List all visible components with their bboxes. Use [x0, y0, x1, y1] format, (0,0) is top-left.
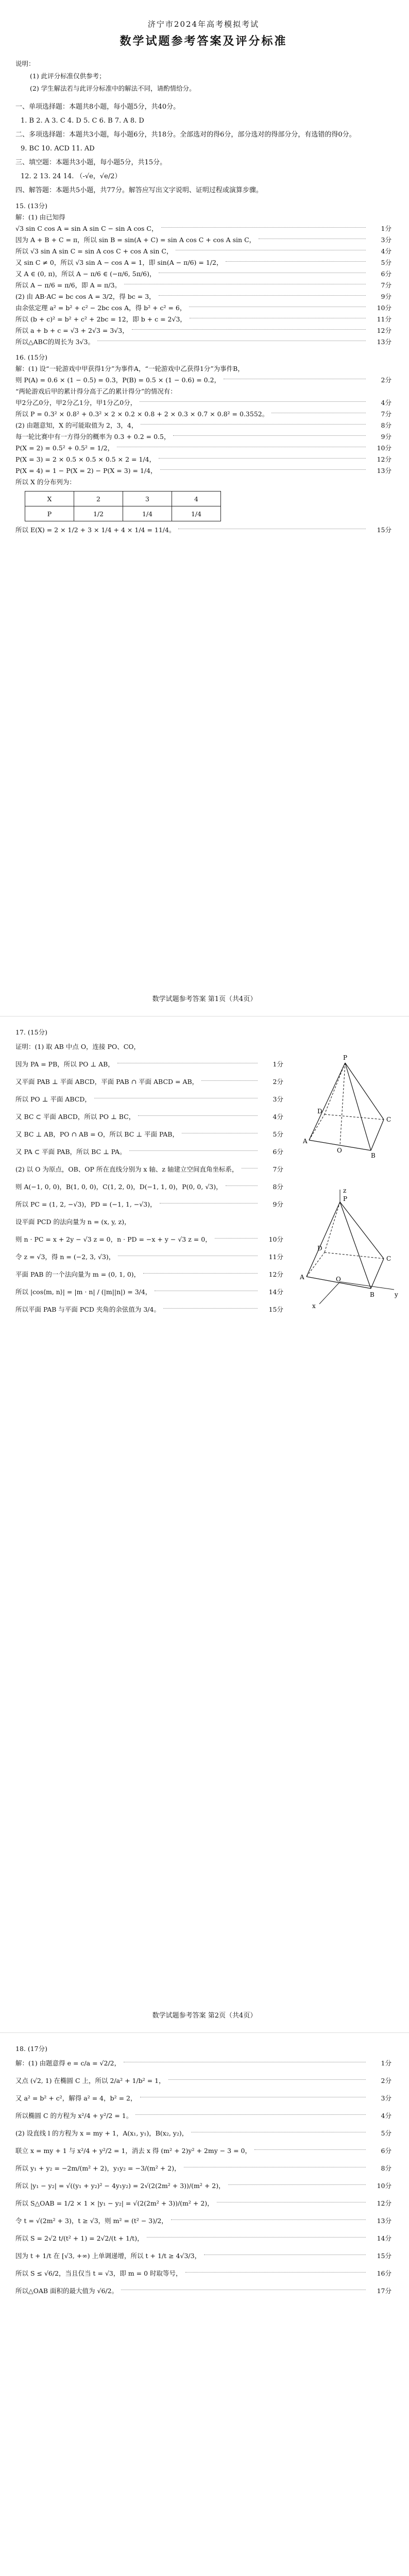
solution-text: 所以 (b + c)² = b² + c² + 2bc = 12，即 b + c = 2√3，: [15, 315, 186, 323]
solution-text: 因为 t + 1/t 在 [√3, +∞) 上单调递增，所以 t + 1/t ≥ 4√3/3，: [15, 2252, 201, 2260]
score-points: 6分: [381, 270, 391, 278]
leader-dots: [160, 469, 366, 470]
score-points: 12分: [377, 455, 391, 463]
leader-dots: [182, 1132, 258, 1133]
score-points: 3分: [272, 1095, 283, 1103]
solution-text: 所以 PC = (1, 2, −√3)，PD = (−1, 1, −√3)，: [15, 1200, 157, 1208]
leader-dots: [143, 1273, 258, 1274]
score-points: 4分: [381, 247, 391, 255]
q16-title: 16. (15分): [15, 353, 48, 361]
score-points: 2分: [272, 1078, 283, 1086]
leader-dots: [117, 446, 366, 447]
solution-text: 所以△OAB 面积的最大值为 √6/2。: [15, 2287, 118, 2295]
table-row: [25, 492, 221, 506]
score-points: 14分: [377, 2234, 391, 2242]
leader-dots: [184, 2166, 366, 2167]
leader-dots: [271, 412, 366, 413]
score-points: 4分: [381, 399, 391, 406]
leader-dots: [185, 2272, 366, 2273]
solution-text: 证明：(1) 取 AB 中点 O，连接 PO、CO，: [15, 1043, 141, 1050]
score-points: 7分: [272, 1165, 283, 1173]
score-points: 5分: [381, 2129, 391, 2137]
leader-dots: [215, 1238, 258, 1239]
page-2: [0, 1016, 409, 2033]
q16-expectation-line: [15, 524, 391, 536]
leader-dots: [161, 227, 366, 228]
section-1-heading: 一、单项选择题：本题共8小题，每小题5分，共40分。: [15, 103, 180, 111]
score-points: 3分: [381, 236, 391, 244]
solution-text: 所以 |cos⟨m, n⟩| = |m · n| / (|m||n|) = 3/4，: [15, 1288, 152, 1296]
score-points: 12分: [268, 1270, 283, 1278]
leader-dots: [118, 1255, 258, 1256]
score-points: 6分: [272, 1148, 283, 1156]
leader-dots: [224, 378, 366, 379]
score-points: 3分: [381, 2094, 391, 2102]
pyramid-figure-1: [294, 1053, 397, 1166]
note-item: (1) 此评分标准仅供参考；: [30, 72, 106, 80]
q18-solution-lines: [15, 2055, 391, 2300]
score-points: 10分: [377, 444, 391, 452]
solution-text: √3 sin C cos A = sin A sin C − sin A cos C，: [15, 225, 158, 232]
table-cell: 1/2: [74, 506, 123, 521]
solution-text: 所以 S ≤ √6/2，当且仅当 t = √3，即 m = 0 时取等号，: [15, 2269, 182, 2277]
leader-dots: [160, 1202, 258, 1204]
solution-line: [15, 2055, 391, 2072]
label-D: D: [317, 1108, 322, 1115]
solution-line: [15, 291, 391, 302]
label-P: P: [343, 1195, 348, 1202]
solution-text: 所以 X 的分布列为：: [15, 478, 76, 486]
leader-dots: [121, 2289, 366, 2290]
leader-dots: [159, 457, 366, 459]
solution-text: 所以 A − π/6 = π/6，即 A = π/3。: [15, 281, 121, 289]
label-P: P: [343, 1054, 348, 1061]
leader-dots: [124, 283, 366, 284]
table-cell: 3: [123, 492, 172, 506]
solution-text: 设平面 PCD 的法向量为 n = (x, y, z)，: [15, 1218, 131, 1226]
solution-line: [15, 336, 391, 348]
solution-line: [15, 1038, 283, 1056]
solution-text: “两轮游戏后甲的累计得分高于乙的累计得分”的情况有：: [15, 387, 177, 395]
score-points: 2分: [381, 2077, 391, 2084]
leader-dots: [141, 423, 366, 425]
solution-line: [15, 1196, 283, 1213]
solution-line: [15, 431, 391, 443]
solution-line: [15, 477, 391, 488]
solution-text: 所以平面 PAB 与平面 PCD 夹角的余弦值为 3/4。: [15, 1306, 160, 1313]
leader-dots: [189, 306, 366, 307]
solution-line: [15, 1213, 283, 1231]
solution-line: [15, 2212, 391, 2230]
leader-dots: [138, 1115, 258, 1116]
leader-dots: [147, 2236, 366, 2238]
leader-dots: [173, 435, 366, 436]
q18-title: 18. (17分): [15, 2045, 48, 2053]
leader-dots: [228, 2184, 366, 2185]
solution-line: [15, 257, 391, 268]
label-C: C: [386, 1116, 391, 1123]
solution-text: P(X = 2) = 0.5² + 0.5² = 1/2，: [15, 444, 114, 452]
solution-text: 则 n · PC = x + 2y − √3 z = 0，n · PD = −x + y − √3 z = 0，: [15, 1235, 212, 1243]
solution-line: [15, 2282, 391, 2300]
solution-text: 则 A(−1, 0, 0)，B(1, 0, 0)，C(1, 2, 0)，D(−1, 1, 0)，P(0, 0, √3)，: [15, 1183, 223, 1191]
solution-line: [15, 268, 391, 280]
table-cell: P: [25, 506, 74, 521]
solution-line: [15, 1073, 283, 1091]
label-B: B: [371, 1152, 376, 1159]
score-points: 13分: [377, 338, 391, 346]
doc-title: 数学试题参考答案及评分标准: [120, 35, 287, 48]
score-points: 1分: [272, 1060, 283, 1068]
label-B: B: [370, 1291, 374, 1298]
solution-line: [15, 325, 391, 336]
pyramid-figure-2: [288, 1187, 402, 1310]
solution-text: 又 BC ⊂ 平面 ABCD，所以 PO ⊥ BC，: [15, 1113, 135, 1121]
leader-dots: [94, 1097, 258, 1098]
page-footer: 数学试题参考答案 第1页（共4页）: [152, 995, 257, 1003]
solution-text: 又 a² = b² + c²，解得 a² = 4，b² = 2，: [15, 2094, 137, 2102]
leader-dots: [97, 340, 366, 341]
solution-text: 解：(1) 设“一轮游戏中甲获得1分”为事件A，“一轮游戏中乙获得1分”为事件B，: [15, 365, 244, 372]
leader-dots: [242, 1167, 258, 1168]
q16-distribution-table: [25, 491, 221, 521]
score-points: 8分: [381, 421, 391, 429]
solution-line: [15, 2160, 391, 2177]
solution-text: 所以 PO ⊥ 平面 ABCD，: [15, 1095, 91, 1103]
solution-text: (2) 以 O 为原点，OB、OP 所在直线分别为 x 轴、z 轴建立空间直角坐标系，: [15, 1165, 238, 1173]
page-1-content: [15, 10, 391, 986]
section-2-answers: 9. BC 10. ACD 11. AD: [21, 145, 95, 152]
solution-text: 所以 a + b + c = √3 + 2√3 = 3√3，: [15, 327, 129, 334]
label-y: y: [395, 1291, 398, 1298]
leader-dots: [254, 2149, 366, 2150]
section-2-heading: 二、多项选择题：本题共3小题，每小题6分，共18分。全部选对的得6分，部分选对的得部分分，有选错的得0分。: [15, 131, 356, 139]
score-points: 13分: [377, 467, 391, 474]
score-points: 2分: [381, 376, 391, 384]
leader-dots: [129, 1150, 258, 1151]
score-points: 9分: [381, 433, 391, 440]
solution-line: [15, 386, 391, 397]
solution-text: 又 A ∈ (0, π)，所以 A − π/6 ∈ (−π/6, 5π/6)，: [15, 270, 156, 278]
solution-text: 联立 x = my + 1 与 x²/4 + y²/2 = 1，消去 x 得 (m² + 2)y² + 2my − 3 = 0，: [15, 2147, 252, 2155]
section-4-heading: 四、解答题：本题共5小题，共77分。解答应写出文字说明、证明过程或演算步骤。: [15, 187, 263, 194]
page-2-content: [15, 1027, 391, 2002]
leader-dots: [176, 249, 366, 250]
solution-text: 平面 PAB 的一个法向量为 m = (0, 1, 0)，: [15, 1270, 141, 1278]
solution-text: 又平面 PAB ⊥ 平面 ABCD，平面 PAB ∩ 平面 ABCD = AB，: [15, 1078, 199, 1086]
solution-text: 每一轮比赛中有一方得分的概率为 0.3 + 0.2 = 0.5，: [15, 433, 171, 440]
solution-line: [15, 2107, 391, 2125]
score-points: 14分: [268, 1288, 283, 1296]
score-points: 9分: [272, 1200, 283, 1208]
score-points: 8分: [272, 1183, 283, 1191]
table-cell: 2: [74, 492, 123, 506]
solution-line: [15, 1091, 283, 1108]
solution-line: [15, 1248, 283, 1266]
solution-line: [15, 1178, 283, 1196]
solution-line: [15, 2195, 391, 2212]
label-D: D: [317, 1245, 322, 1252]
score-points: 9分: [381, 293, 391, 300]
solution-line: [15, 420, 391, 431]
solution-text: 令 t = √(2m² + 3)，t ≥ √3，则 m² = (t² − 3)/2，: [15, 2217, 168, 2225]
score-points: 15分: [268, 1306, 283, 1313]
q15-solution-lines: [15, 223, 391, 348]
solution-line: [15, 1301, 283, 1318]
solution-line: [15, 1143, 283, 1161]
solution-text: (2) 由题意知，X 的可能取值为 2，3，4，: [15, 421, 138, 429]
solution-line: [15, 2177, 391, 2195]
q15-title: 15. (13分): [15, 202, 48, 210]
label-A: A: [300, 1274, 304, 1281]
leader-dots: [140, 401, 366, 402]
table-cell: 4: [172, 492, 221, 506]
solution-text: 令 z = √3，得 n = (−2, 3, √3)，: [15, 1253, 115, 1261]
score-points: 16分: [377, 2269, 391, 2277]
leader-dots: [159, 272, 366, 273]
solution-line: [15, 1266, 283, 1283]
leader-dots: [191, 2131, 366, 2132]
page-1: [0, 0, 409, 1016]
solution-line: [15, 2230, 391, 2247]
leader-dots: [155, 1290, 258, 1291]
solution-line: [15, 1108, 283, 1126]
solution-line: [15, 2247, 391, 2265]
leader-dots: [168, 2079, 366, 2080]
solution-text: 所以 S△OAB = 1/2 × 1 × |y₁ − y₂| = √(2(2m² + 3))/(m² + 2)，: [15, 2199, 214, 2207]
solution-line: [15, 223, 391, 234]
solution-text: 因为 PA = PB，所以 PO ⊥ AB，: [15, 1060, 114, 1068]
solution-text: 因为 A + B + C = π，所以 sin B = sin(A + C) = sin A cos C + cos A sin C，: [15, 236, 256, 244]
score-points: 6分: [381, 2147, 391, 2155]
page-3-content: [15, 2043, 391, 2576]
leader-dots: [117, 1062, 258, 1063]
solution-text: 又 PA ⊂ 平面 PAB，所以 BC ⊥ PA。: [15, 1148, 126, 1156]
solution-text: (2) 设直线 l 的方程为 x = my + 1，A(x₁, y₁)，B(x₂, y₂)，: [15, 2129, 189, 2137]
score-points: 5分: [272, 1130, 283, 1138]
table-cell: X: [25, 492, 74, 506]
leader-dots: [204, 2254, 366, 2255]
solution-line: [15, 1161, 283, 1178]
leader-dots: [217, 2201, 366, 2202]
score-points: 13分: [377, 2217, 391, 2225]
leader-dots: [171, 2219, 366, 2220]
leader-dots: [226, 261, 366, 262]
table-row: [25, 506, 221, 521]
leader-dots: [135, 2114, 366, 2115]
solution-line: [15, 2125, 391, 2142]
solution-line: [15, 280, 391, 291]
leader-dots: [140, 2096, 366, 2097]
solution-text: (2) 由 AB·AC = bc cos A = 3/2，得 bc = 3，: [15, 293, 156, 300]
solution-text: P(X = 3) = 2 × 0.5 × 0.5 × 0.5 × 2 = 1/4，: [15, 455, 156, 463]
solution-line: [15, 302, 391, 314]
solution-line: [15, 465, 391, 477]
solution-line: [15, 1056, 283, 1073]
solution-text: 则 P(A) = 0.6 × (1 − 0.5) = 0.3，P(B) = 0.5 × (1 − 0.6) = 0.2，: [15, 376, 221, 384]
label-C: C: [386, 1255, 391, 1262]
solution-line: [15, 234, 391, 246]
score-points: 5分: [381, 259, 391, 266]
label-x: x: [312, 1302, 316, 1310]
score-points: 7分: [381, 281, 391, 289]
note-item: (2) 学生解法若与此评分标准中的解法不同，请酌情给分。: [30, 84, 196, 92]
solution-line: [15, 2142, 391, 2160]
solution-line: [15, 443, 391, 454]
solution-text: 所以 y₁ + y₂ = −2m/(m² + 2)，y₁y₂ = −3/(m² + 2)，: [15, 2164, 181, 2172]
score-points: 4分: [381, 2112, 391, 2120]
solution-line: [15, 246, 391, 257]
leader-dots: [178, 528, 366, 529]
score-points: 11分: [268, 1253, 283, 1261]
table-cell: 1/4: [172, 506, 221, 521]
score-points: 15分: [377, 2252, 391, 2260]
solution-line: [15, 2265, 391, 2282]
solution-line: [15, 397, 391, 409]
solution-line: [15, 409, 391, 420]
score-points: 7分: [381, 410, 391, 418]
score-points: 1分: [381, 2059, 391, 2067]
solution-line: [15, 1126, 283, 1143]
solution-text: P(X = 4) = 1 − P(X = 2) − P(X = 3) = 1/4，: [15, 467, 157, 474]
score-points: 10分: [377, 304, 391, 312]
score-points: 12分: [377, 327, 391, 334]
solution-line: [15, 314, 391, 325]
table-cell: 1/4: [123, 506, 172, 521]
section-3-heading: 三、填空题：本题共3小题，每小题5分，共15分。: [15, 159, 167, 166]
score-points: 12分: [377, 2199, 391, 2207]
q17-title: 17. (15分): [15, 1028, 48, 1036]
score-points: 8分: [381, 2164, 391, 2172]
score-points: 11分: [377, 315, 391, 323]
q17-solution-lines: [15, 1038, 283, 1318]
label-O: O: [336, 1276, 341, 1283]
solution-text: 所以 S = 2√2 t/(t² + 1) = 2√2/(t + 1/t)，: [15, 2234, 144, 2242]
notes-label: 说明：: [15, 60, 35, 67]
solution-line: [15, 1231, 283, 1248]
label-z: z: [343, 1187, 347, 1194]
solution-text: 所以△ABC的周长为 3√3。: [15, 338, 94, 346]
label-A: A: [303, 1138, 308, 1145]
notes: [15, 58, 391, 95]
solution-line: [15, 375, 391, 386]
score-points: 10分: [377, 2182, 391, 2190]
solution-line: [15, 1283, 283, 1301]
score-points: 15分: [377, 526, 391, 534]
solution-text: 所以 |y₁ − y₂| = √((y₁ + y₂)² − 4y₁y₂) = 2√(2(2m² + 3))/(m² + 2)，: [15, 2182, 225, 2190]
solution-text: 又点 (√2, 1) 在椭圆 C 上，所以 2/a² + 1/b² = 1，: [15, 2077, 165, 2084]
exam-school-line: 济宁市2024年高考模拟考试: [147, 20, 260, 29]
solution-text: 由余弦定理 a² = b² + c² − 2bc cos A，得 b² + c² = 6，: [15, 304, 186, 312]
solution-line: [15, 454, 391, 465]
section-3-answers: 12. 2 13. 24 14. （-√e，√e/2）: [21, 173, 122, 180]
solution-text: 所以 P = 0.3² × 0.8² + 0.3² × 2 × 0.2 × 0.8 + 2 × 0.3 × 0.7 × 0.8² = 0.3552。: [15, 410, 269, 418]
solution-text: 甲2分乙0分，甲2分乙1分，甲1分乙0分，: [15, 399, 137, 406]
solution-text: 所以 E(X) = 2 × 1/2 + 3 × 1/4 + 4 × 1/4 = 11/4。: [15, 526, 176, 534]
solution-text: 又 sin C ≠ 0，所以 √3 sin A − cos A = 1，即 sin(A − π/6) = 1/2，: [15, 259, 223, 266]
leader-dots: [190, 317, 366, 318]
leader-dots: [132, 329, 366, 330]
leader-dots: [259, 238, 366, 239]
solution-line: [15, 363, 391, 375]
solution-text: 所以 √3 sin A sin C = sin A cos C + cos A sin C，: [15, 247, 173, 255]
leader-dots: [124, 2061, 366, 2062]
leader-dots: [201, 1080, 258, 1081]
section-1-answers: 1. B 2. A 3. C 4. D 5. C 6. B 7. A 8. D: [21, 117, 144, 125]
solution-line: [15, 524, 391, 536]
score-points: 10分: [268, 1235, 283, 1243]
label-O: O: [337, 1147, 342, 1154]
score-points: 17分: [377, 2287, 391, 2295]
solution-text: 又 BC ⊥ AB，PO ∩ AB = O，所以 BC ⊥ 平面 PAB，: [15, 1130, 179, 1138]
leader-dots: [159, 295, 366, 296]
solution-line: [15, 2090, 391, 2107]
page-3: [0, 2033, 409, 2576]
solution-line: [15, 2072, 391, 2090]
solution-text: 所以椭圆 C 的方程为 x²/4 + y²/2 = 1。: [15, 2112, 133, 2120]
leader-dots: [226, 1185, 258, 1186]
score-points: 4分: [272, 1113, 283, 1121]
score-points: 1分: [381, 225, 391, 232]
q16-solution-lines: [15, 363, 391, 488]
leader-dots: [163, 1308, 258, 1309]
page-footer: 数学试题参考答案 第2页（共4页）: [152, 2012, 257, 2020]
solution-text: 解：(1) 由题意得 e = c/a = √2/2，: [15, 2059, 121, 2067]
q15-part1-label: 解：(1) 由已知得: [15, 213, 65, 221]
